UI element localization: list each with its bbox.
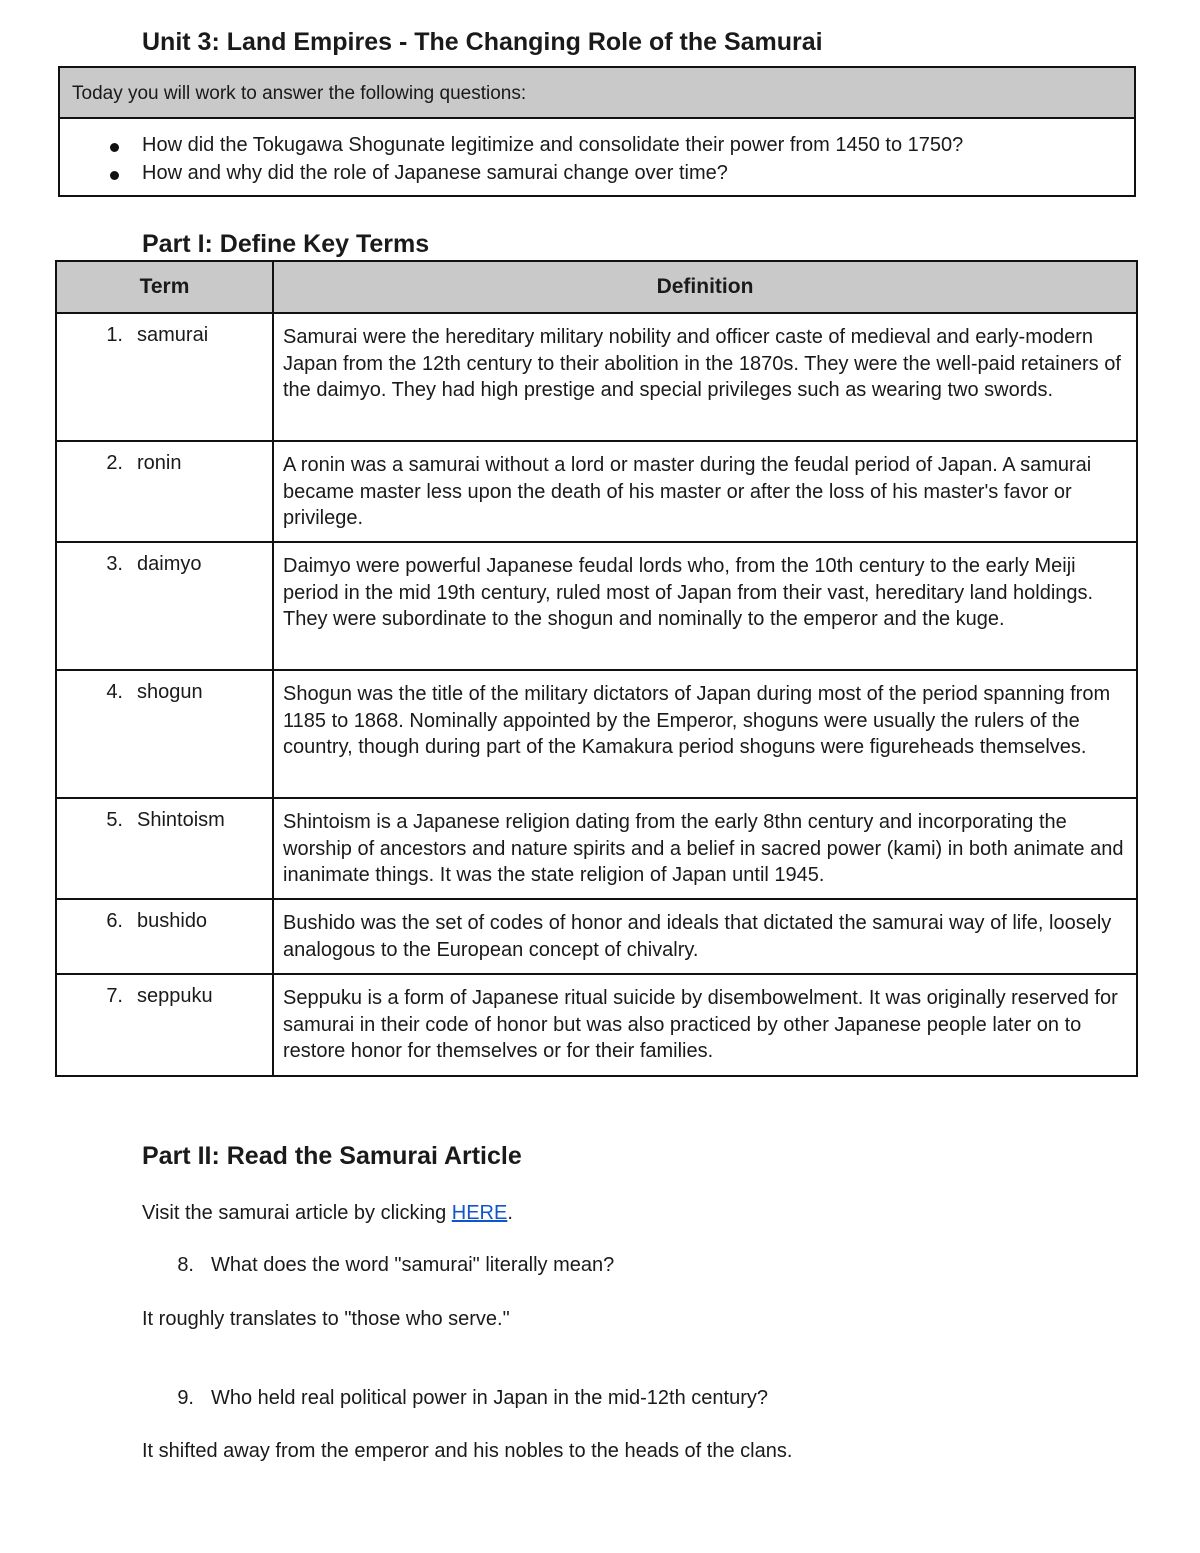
bullet-icon <box>110 171 119 180</box>
term-cell <box>56 441 273 542</box>
term-word: samurai <box>137 324 209 346</box>
part2-heading: Part II: Read the Samurai Article <box>142 1142 522 1170</box>
definition-cell: A ronin was a samurai without a lord or master during the feudal period of Japan. A samurai became master less upon the death of his master or after the loss of his master's favor or privilege. <box>273 441 1137 542</box>
term-word: ronin <box>137 452 182 474</box>
table-row <box>56 974 1137 1076</box>
term-word: bushido <box>137 910 208 932</box>
column-header-definition: Definition <box>273 261 1137 313</box>
question-text: What does the word "samurai" literally mean? <box>211 1254 615 1276</box>
table-row <box>56 899 1137 974</box>
answer-9: It shifted away from the emperor and his nobles to the heads of the clans. <box>142 1440 793 1462</box>
definition-cell: Samurai were the hereditary military nobility and officer caste of medieval and early-modern Japan from the 12th century to their abolition in the 1870s. They were the well-paid retainers of the daimyo. They had high prestige and special privileges such as wearing two swords. <box>273 313 1137 441</box>
term-word: Shintoism <box>137 809 225 831</box>
part1-heading: Part I: Define Key Terms <box>142 230 430 258</box>
link-prefix-text: Visit the samurai article by clicking <box>142 1202 452 1224</box>
term-number: 4. <box>106 681 123 703</box>
table-row <box>56 798 1137 899</box>
essential-questions-box <box>58 66 1136 197</box>
term-number: 5. <box>106 809 123 831</box>
table-row <box>56 441 1137 542</box>
term-number: 7. <box>106 985 123 1007</box>
article-link-line <box>142 1202 513 1225</box>
key-terms-table <box>55 260 1138 1077</box>
questions-box-header: Today you will work to answer the following questions: <box>60 68 1134 119</box>
term-word: shogun <box>137 681 203 703</box>
term-number: 6. <box>106 910 123 932</box>
essential-questions-list <box>60 119 1134 195</box>
term-cell <box>56 313 273 441</box>
term-word: seppuku <box>137 985 213 1007</box>
definition-cell: Bushido was the set of codes of honor and ideals that dictated the samurai way of life, loosely analogous to the European concept of chivalry. <box>273 899 1137 974</box>
definition-cell: Shogun was the title of the military dictators of Japan during most of the period spanning from 1185 to 1868. Nominally appointed by the Emperor, shoguns were usually the rulers of the country, though during part of the Kamakura period shoguns were figureheads themselves. <box>273 670 1137 798</box>
answer-8: It roughly translates to "those who serve." <box>142 1308 510 1330</box>
page-title: Unit 3: Land Empires - The Changing Role of the Samurai <box>142 28 823 56</box>
definition-cell: Shintoism is a Japanese religion dating from the early 8thn century and incorporating the worship of ancestors and nature spirits and a belief in sacred power (kami) in both animate and inanimate things. It was the state religion of Japan until 1945. <box>273 798 1137 899</box>
question-number: 9. <box>177 1387 194 1409</box>
table-row <box>56 542 1137 670</box>
term-word: daimyo <box>137 553 202 575</box>
term-cell <box>56 974 273 1076</box>
table-row <box>56 313 1137 441</box>
term-cell <box>56 542 273 670</box>
question-8 <box>142 1254 614 1277</box>
essential-question-item <box>60 131 1134 159</box>
table-row <box>56 670 1137 798</box>
link-suffix-text: . <box>507 1202 513 1224</box>
essential-question-text: How did the Tokugawa Shogunate legitimize and consolidate their power from 1450 to 1750? <box>142 134 964 156</box>
table-header-row <box>56 261 1137 313</box>
term-cell <box>56 899 273 974</box>
article-link[interactable]: HERE <box>451 1202 508 1224</box>
question-text: Who held real political power in Japan in the mid-12th century? <box>211 1387 768 1409</box>
term-cell <box>56 798 273 899</box>
question-number: 8. <box>177 1254 194 1276</box>
column-header-term: Term <box>56 261 273 313</box>
term-number: 1. <box>106 324 123 346</box>
definition-cell: Seppuku is a form of Japanese ritual suicide by disembowelment. It was originally reserved for samurai in their code of honor but was also practiced by other Japanese people later on to restore honor for themselves or for their families. <box>273 974 1137 1076</box>
definition-cell: Daimyo were powerful Japanese feudal lords who, from the 10th century to the early Meiji period in the mid 19th century, ruled most of Japan from their vast, hereditary land holdings. They were subordinate to the shogun and nominally to the emperor and the kuge. <box>273 542 1137 670</box>
question-9 <box>142 1387 768 1410</box>
bullet-icon <box>110 143 119 152</box>
term-number: 2. <box>106 452 123 474</box>
essential-question-text: How and why did the role of Japanese samurai change over time? <box>142 162 728 184</box>
term-cell <box>56 670 273 798</box>
term-number: 3. <box>106 553 123 575</box>
essential-question-item <box>60 159 1134 187</box>
